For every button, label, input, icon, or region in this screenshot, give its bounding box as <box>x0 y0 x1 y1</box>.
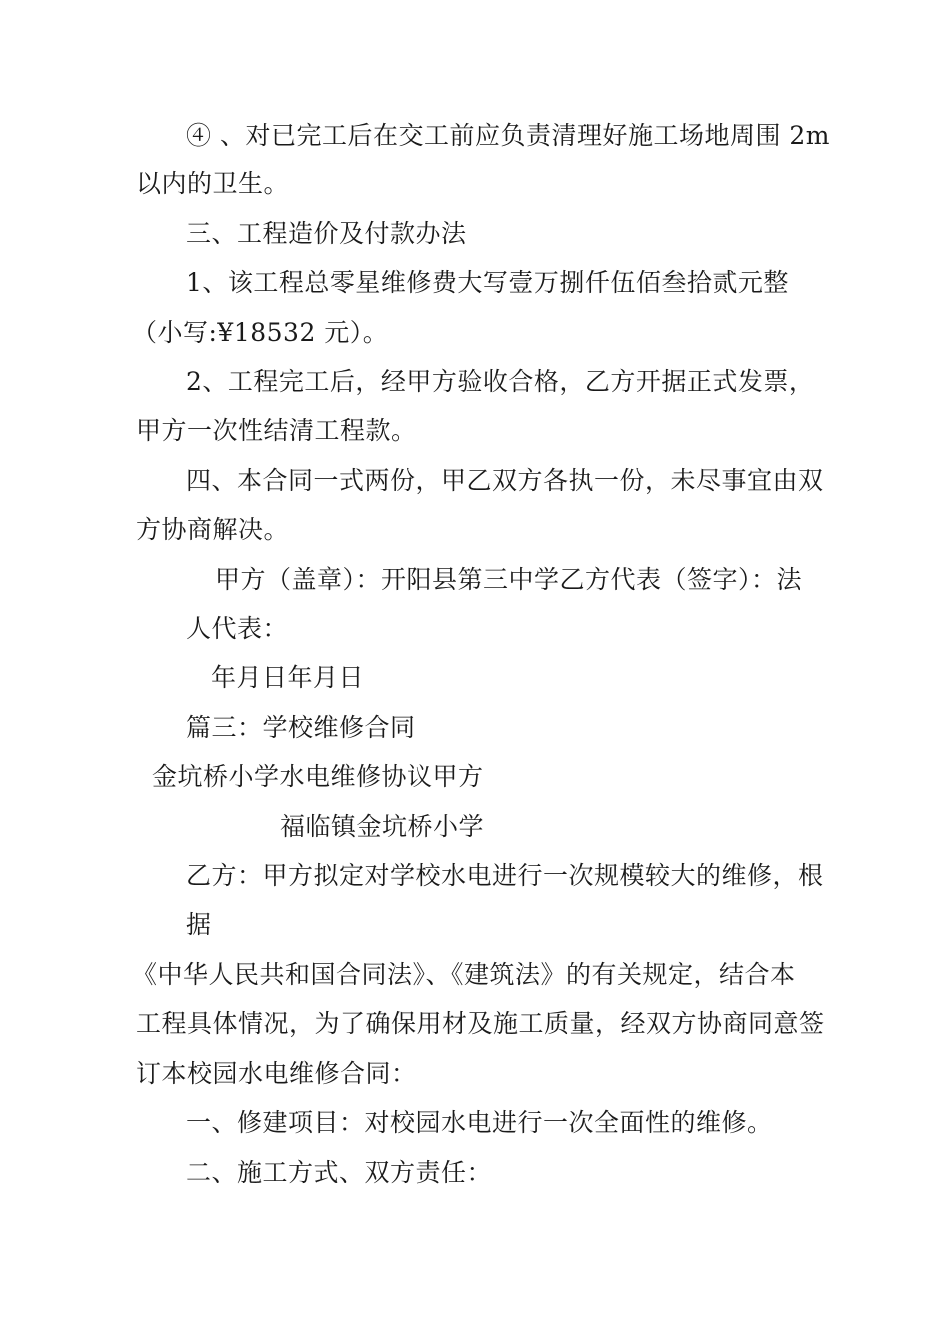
text-line: 四、本合同一式两份，甲乙双方各执一份，未尽事宜由双 <box>186 466 824 495</box>
text-line: 二、施工方式、双方责任： <box>186 1158 493 1187</box>
text-line: 《中华人民共和国合同法》、《建筑法》的有关规定，结合本 <box>132 960 796 989</box>
text-line: ④ 、对已完工后在交工前应负责清理好施工场地周围 2m <box>186 121 831 150</box>
text-line: 1、该工程总零星维修费大写壹万捌仟伍佰叁拾贰元整 <box>186 268 789 297</box>
text-line: 据 <box>186 910 212 939</box>
text-line: 工程具体情况，为了确保用材及施工质量，经双方协商同意签 <box>136 1009 825 1038</box>
agreement-title: 金坑桥小学水电维修协议甲方 <box>152 762 484 791</box>
date-line: 年月日年月日 <box>211 663 365 692</box>
signature-line: 甲方（盖章）：开阳县第三中学乙方代表（签字）：法 <box>215 565 803 594</box>
text-line: 一、修建项目：对校园水电进行一次全面性的维修。 <box>186 1108 773 1137</box>
text-line: 方协商解决。 <box>136 515 290 544</box>
party-name: 福临镇金坑桥小学 <box>280 812 485 841</box>
text-line: （小写:¥18532 元）。 <box>132 318 389 347</box>
text-line: 以内的卫生。 <box>136 169 290 198</box>
text-line: 订本校园水电维修合同： <box>136 1059 417 1088</box>
section-heading: 三、工程造价及付款办法 <box>186 219 467 248</box>
text-line: 甲方一次性结清工程款。 <box>136 416 417 445</box>
text-line: 乙方：甲方拟定对学校水电进行一次规模较大的维修，根 <box>186 861 824 890</box>
text-line: 2、工程完工后，经甲方验收合格，乙方开据正式发票， <box>186 367 815 396</box>
signature-line: 人代表： <box>186 614 289 643</box>
section-heading: 篇三：学校维修合同 <box>186 713 416 742</box>
